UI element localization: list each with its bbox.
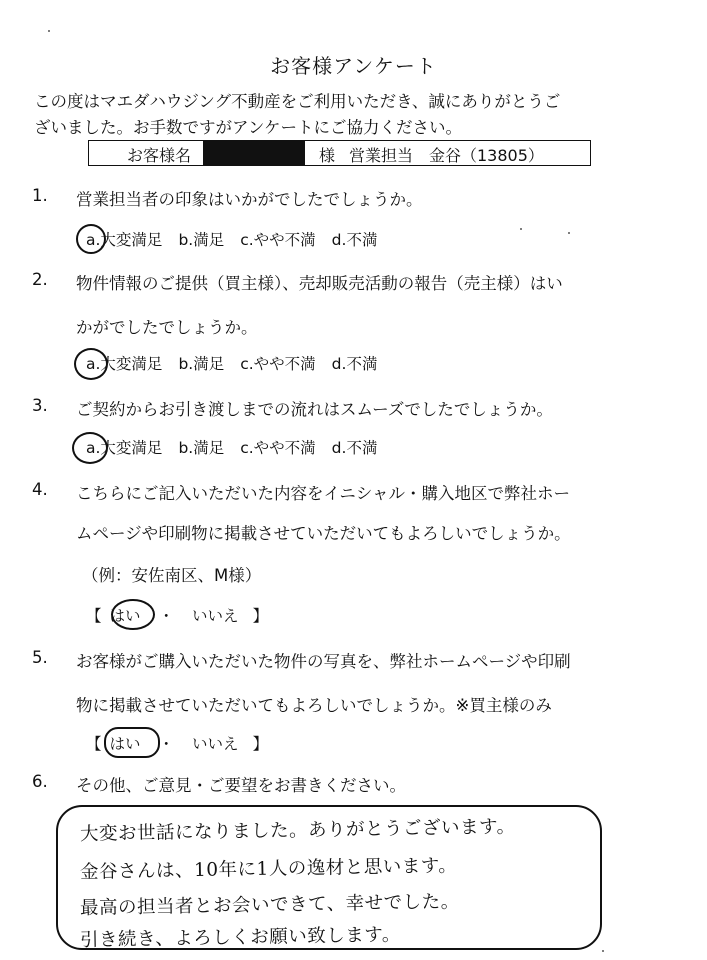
comment-line-4: 引き続き、よろしくお願い致します。 (79, 924, 401, 951)
q4-yes[interactable]: はい (109, 607, 141, 625)
question-1-options (82, 228, 393, 250)
q2-option-c[interactable]: c.やや不満 (240, 355, 316, 373)
question-1-number: 1. (32, 186, 48, 205)
q3-selection-circle (72, 432, 108, 464)
question-4-example: （例：安佐南区、M様） (82, 566, 262, 585)
q3-option-a[interactable]: a.大変満足 (86, 439, 163, 457)
question-3-number: 3. (32, 396, 48, 415)
q4-bracket-open: 【 (86, 607, 102, 625)
question-4-text-line-1: こちらにご記入いただいた内容をイニシャル・購入地区で弊社ホー (76, 484, 571, 503)
q2-option-d[interactable]: d.不満 (331, 355, 378, 373)
question-1-text: 営業担当者の印象はいかがでしたでしょうか。 (76, 190, 423, 209)
q5-selection-circle (104, 727, 160, 758)
q1-option-c[interactable]: c.やや不満 (240, 231, 316, 249)
scan-speck (520, 228, 522, 230)
question-6-number: 6. (32, 772, 48, 791)
question-5-text-line-2: 物に掲載させていただいてもよろしいでしょうか。※買主様のみ (76, 696, 552, 715)
question-5-text-line-1: お客様がご購入いただいた物件の写真を、弊社ホームページや印刷 (76, 652, 571, 671)
q5-bracket-close: 】 (252, 735, 269, 753)
q1-selection-circle (76, 224, 106, 254)
sales-rep: 営業担当 金谷（13805） (349, 146, 544, 165)
q5-bracket-open: 【 (86, 735, 102, 753)
q2-option-a[interactable]: a.大変満足 (86, 355, 163, 373)
q5-separator: ・ (158, 735, 175, 753)
scan-speck (48, 30, 50, 32)
q4-separator: ・ (158, 607, 175, 625)
question-3-text: ご契約からお引き渡しまでの流れはスムーズでしたでしょうか。 (76, 400, 553, 419)
q4-bracket-close: 】 (252, 607, 269, 625)
customer-name-box (88, 140, 591, 166)
question-3-options (82, 436, 393, 458)
q1-option-b[interactable]: b.満足 (178, 231, 225, 249)
q1-option-d[interactable]: d.不満 (331, 231, 378, 249)
question-6-text: その他、ご意見・ご要望をお書きください。 (76, 776, 406, 795)
intro-line-1: この度はマエダハウジング不動産をご利用いただき、誠にありがとうご (34, 92, 561, 111)
q2-option-b[interactable]: b.満足 (178, 355, 225, 373)
page-title: お客様アンケート (270, 54, 437, 78)
comment-line-3: 最高の担当者とお会いできて、幸せでした。 (79, 891, 460, 919)
question-4-number: 4. (32, 480, 48, 499)
question-5-number: 5. (32, 648, 48, 667)
q3-option-b[interactable]: b.満足 (178, 439, 225, 457)
honorific-suffix: 様 (319, 146, 336, 165)
redacted-name (203, 141, 305, 165)
q3-option-d[interactable]: d.不満 (331, 439, 378, 457)
question-2-text-line-1: 物件情報のご提供（買主様）、売却販売活動の報告（売主様）はい (76, 274, 563, 293)
comment-line-1: 大変お世話になりました。ありがとうございます。 (79, 816, 516, 845)
q1-option-a[interactable]: a.大変満足 (86, 231, 163, 249)
comment-line-2: 金谷さんは、10年に1人の逸材と思います。 (79, 855, 458, 883)
question-2-text-line-2: かがでしたでしょうか。 (76, 318, 258, 337)
intro-line-2: ざいました。お手数ですがアンケートにご協力ください。 (34, 118, 463, 137)
scan-speck (568, 232, 570, 234)
customer-name-label: お客様名 (127, 146, 192, 165)
q2-selection-circle (74, 348, 108, 380)
q5-yes[interactable]: はい (109, 735, 141, 753)
question-2-options (82, 352, 393, 374)
question-4-text-line-2: ムページや印刷物に掲載させていただいてもよろしいでしょうか。 (76, 524, 571, 543)
q5-no[interactable]: いいえ (192, 735, 239, 753)
scan-speck (602, 950, 604, 952)
question-2-number: 2. (32, 270, 48, 289)
q4-selection-circle (111, 599, 155, 630)
q3-option-c[interactable]: c.やや不満 (240, 439, 316, 457)
q4-no[interactable]: いいえ (192, 607, 239, 625)
